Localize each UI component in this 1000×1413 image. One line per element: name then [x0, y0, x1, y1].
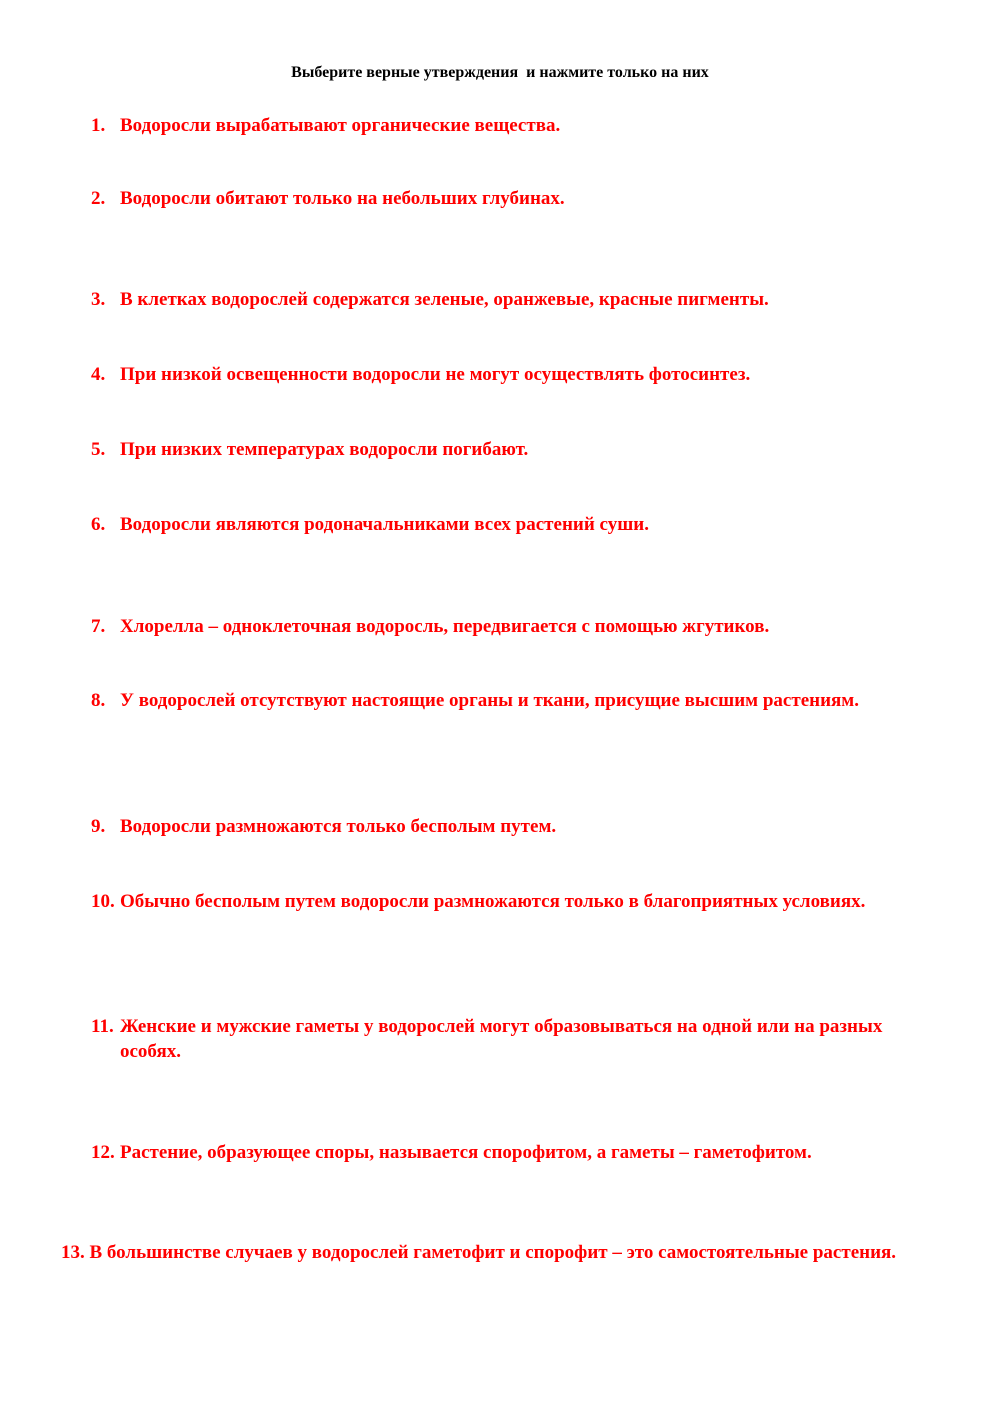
statement-number: 6.: [91, 514, 106, 535]
statement-6[interactable]: [91, 512, 931, 537]
page-title: Выберите верные утверждения и нажмите только на них: [291, 64, 709, 81]
statement-number: 3.: [91, 289, 106, 310]
statement-number: 10.: [91, 891, 115, 912]
statement-13[interactable]: [61, 1240, 937, 1265]
statement-3[interactable]: [91, 287, 931, 312]
statement-text: При низкой освещенности водоросли не могут осуществлять фотосинтез.: [120, 364, 751, 385]
statement-text: Водоросли вырабатывают органические вещества.: [120, 115, 561, 136]
statement-number: 8.: [91, 690, 106, 711]
statement-text: Женские и мужские гаметы у водорослей могут образовываться на одной или на разных особях.: [120, 1016, 883, 1062]
statement-12[interactable]: [91, 1140, 961, 1165]
statement-text: У водорослей отсутствуют настоящие органы и ткани, присущие высшим растениям.: [120, 690, 859, 711]
statement-text: Водоросли обитают только на небольших глубинах.: [120, 188, 565, 209]
statement-number: 4.: [91, 364, 106, 385]
statement-text: Хлорелла – одноклеточная водоросль, передвигается с помощью жгутиков.: [120, 616, 770, 637]
statement-number: 1.: [91, 115, 106, 136]
statement-number: 11.: [91, 1016, 114, 1037]
statement-2[interactable]: [91, 186, 931, 211]
statement-number: 7.: [91, 616, 106, 637]
statement-11[interactable]: [91, 1014, 939, 1064]
statement-text: В клетках водорослей содержатся зеленые, оранжевые, красные пигменты.: [120, 289, 769, 310]
statement-number: 12.: [91, 1142, 115, 1163]
statement-8[interactable]: [91, 688, 891, 713]
statement-text: Обычно бесполым путем водоросли размножаются только в благоприятных условиях.: [120, 891, 866, 912]
statement-5[interactable]: [91, 437, 931, 462]
statement-10[interactable]: [91, 889, 911, 914]
statement-text: 13. В большинстве случаев у водорослей гаметофит и спорофит – это самостоятельные растения.: [61, 1242, 897, 1263]
statement-text: При низких температурах водоросли погибают.: [120, 439, 529, 460]
statement-1[interactable]: [91, 113, 931, 138]
statement-text: Водоросли являются родоначальниками всех растений суши.: [120, 514, 649, 535]
statement-number: 5.: [91, 439, 106, 460]
statement-4[interactable]: [91, 362, 931, 387]
statement-7[interactable]: [91, 614, 931, 639]
statement-text: Водоросли размножаются только бесполым путем.: [120, 816, 557, 837]
statement-number: 9.: [91, 816, 106, 837]
statement-number: 2.: [91, 188, 106, 209]
statement-9[interactable]: [91, 814, 931, 839]
statement-text: Растение, образующее споры, называется спорофитом, а гаметы – гаметофитом.: [120, 1142, 812, 1163]
